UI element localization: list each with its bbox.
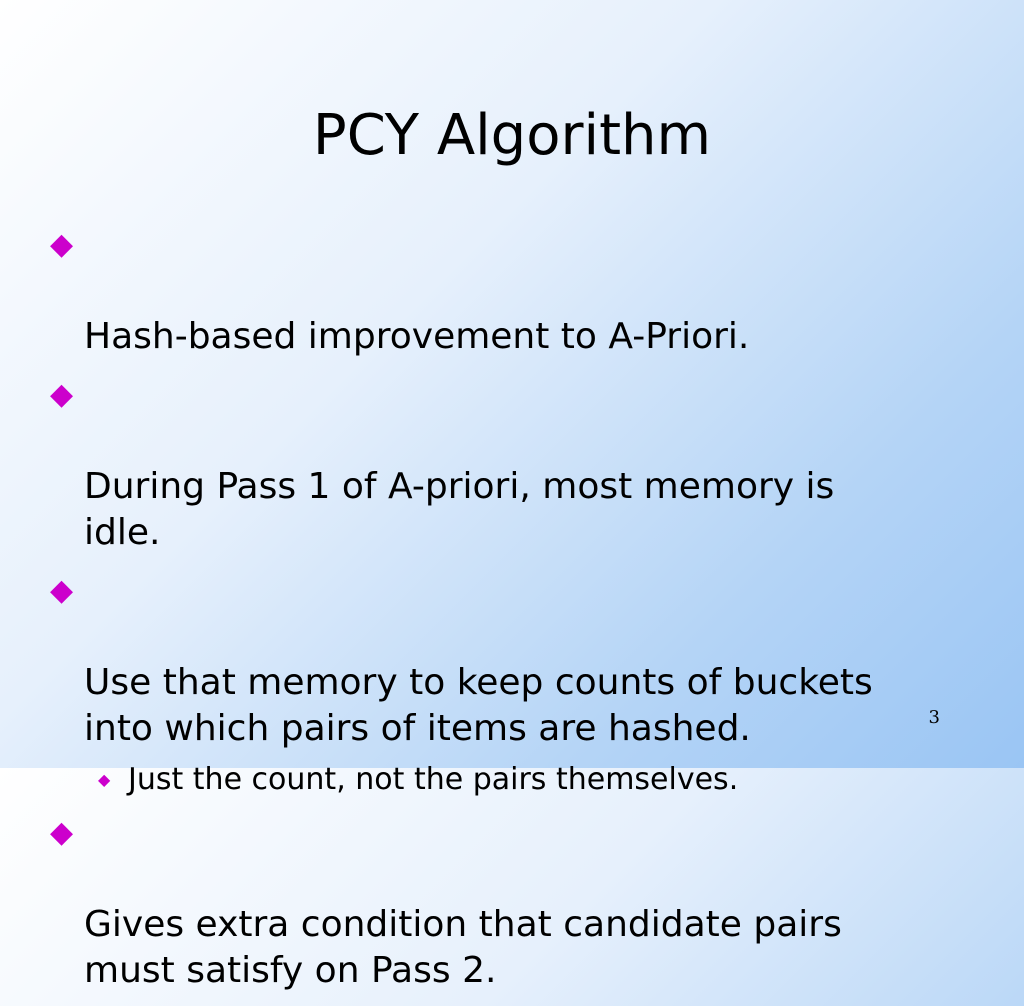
diamond-icon: ◆ — [50, 227, 74, 262]
diamond-icon: ◆ — [50, 573, 74, 608]
diamond-icon: ◆ — [50, 377, 74, 412]
bullet-item — [50, 810, 1010, 994]
bullet-item — [50, 568, 1010, 752]
page-number: 3 — [928, 707, 940, 728]
bullet-text: Use that memory to keep counts of buckets into which pairs of items are hashed. — [84, 662, 873, 749]
bullet-text: Gives extra condition that candidate pairs must satisfy on Pass 2. — [84, 904, 842, 991]
sub-bullet-item — [50, 760, 1010, 800]
bullet-list — [50, 222, 1010, 1006]
bullet-text: Hash-based improvement to A-Priori. — [84, 316, 750, 357]
bullet-item — [50, 222, 1010, 360]
slide-title: PCY Algorithm — [312, 103, 712, 168]
bullet-text: During Pass 1 of A-priori, most memory is idle. — [84, 466, 835, 553]
bullet-item — [50, 372, 1010, 556]
sub-bullet-text: Just the count, not the pairs themselves. — [128, 762, 739, 797]
diamond-icon: ◆ — [50, 815, 74, 850]
diamond-icon: ◆ — [98, 770, 111, 789]
